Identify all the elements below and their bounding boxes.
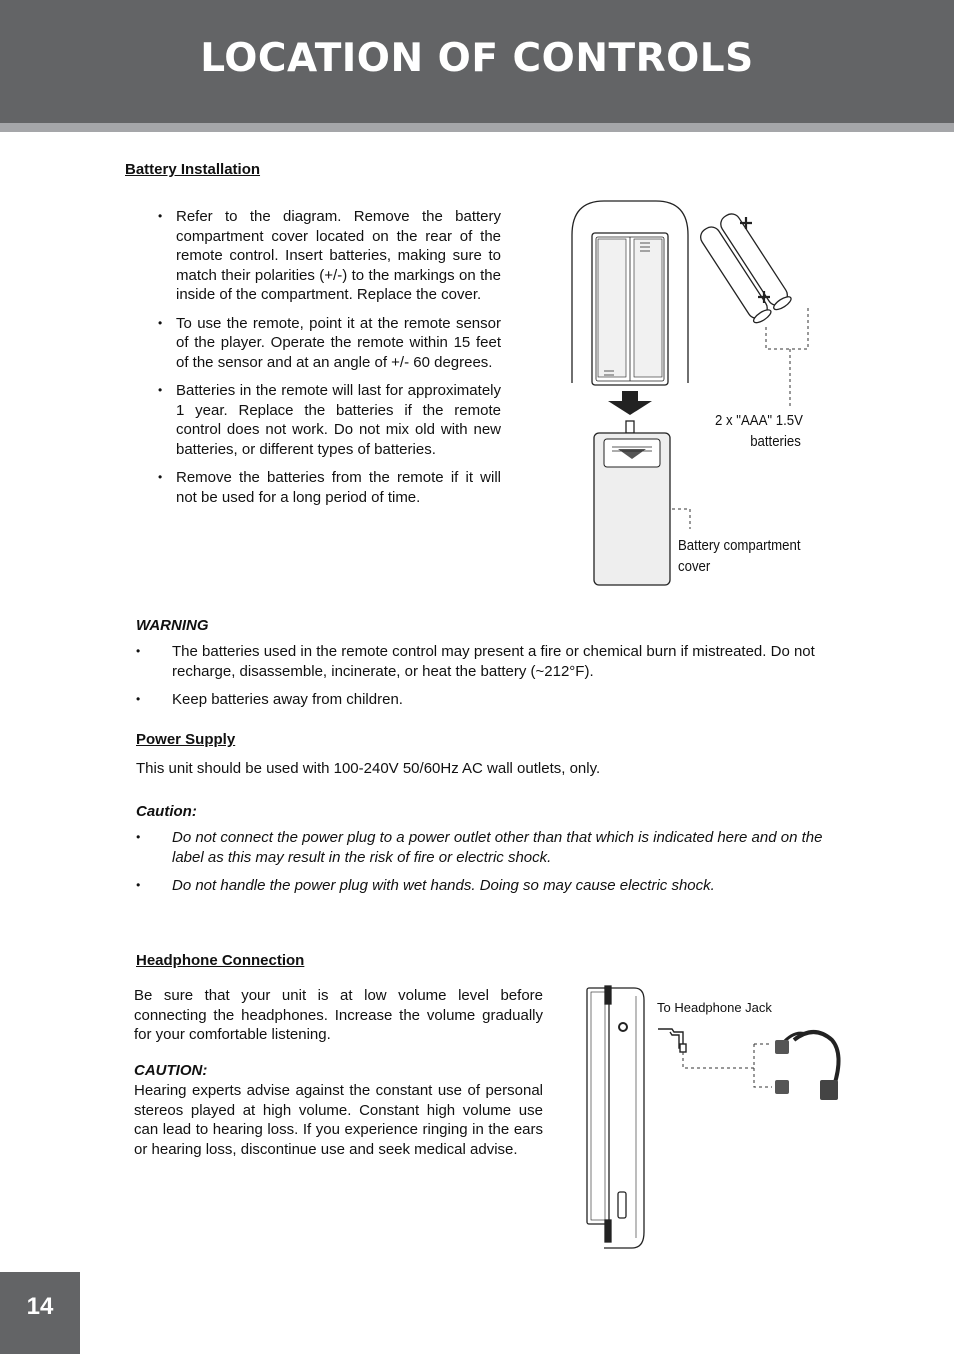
remote-control-rear bbox=[572, 201, 688, 385]
list-item: • Keep batteries away from children. bbox=[136, 690, 846, 710]
battery-installation-heading: Battery Installation bbox=[125, 161, 261, 178]
list-item: • Batteries in the remote will last for approximately 1 year. Replace the batteries if the remote control does not work. Do not mix old with new batteries, or different types of batteries. bbox=[158, 381, 501, 459]
list-item: • Do not handle the power plug with wet hands. Doing so may cause electric shock. bbox=[136, 876, 846, 896]
headphone-plug-icon bbox=[658, 1029, 686, 1052]
headphone-leader-lines bbox=[683, 1044, 772, 1087]
warning-label: WARNING bbox=[136, 617, 209, 634]
page-number: 14 bbox=[26, 1293, 54, 1320]
header-divider bbox=[0, 123, 954, 132]
battery-cover bbox=[594, 421, 670, 585]
list-item: • The batteries used in the remote control may present a fire or chemical burn if mistreated. Do not recharge, disassemble, incinerate, or heat the battery (~212°F). bbox=[136, 642, 846, 681]
page-header bbox=[0, 0, 954, 123]
caution-list bbox=[136, 828, 846, 905]
headphone-caution-label: CAUTION: bbox=[134, 1062, 208, 1079]
warning-list bbox=[136, 642, 846, 719]
batteries-label: 2 x "AAA" 1.5V batteries bbox=[715, 412, 803, 450]
battery-cover-label: Battery compartment cover bbox=[678, 537, 801, 575]
headphone-diagram bbox=[582, 982, 847, 1254]
list-item: • Refer to the diagram. Remove the battery compartment cover located on the rear of the remote control. Insert batteries, making sure to match their polarities (+/-) to the markings on the inside of the compartment. Replace the cover. bbox=[158, 207, 501, 305]
list-item: • Do not connect the power plug to a power outlet other than that which is indicated here and on the label as this may result in the risk of fire or electric shock. bbox=[136, 828, 846, 867]
power-supply-text: This unit should be used with 100-240V 50/60Hz AC wall outlets, only. bbox=[136, 760, 601, 777]
player-side-view bbox=[587, 986, 644, 1248]
list-item: • Remove the batteries from the remote if it will not be used for a long period of time. bbox=[158, 468, 501, 507]
aaa-batteries bbox=[697, 211, 793, 326]
caution-label: Caution: bbox=[136, 803, 197, 820]
power-supply-heading: Power Supply bbox=[136, 731, 236, 748]
headphone-connection-heading: Headphone Connection bbox=[136, 952, 305, 969]
headphone-caution-text: Hearing experts advise against the constant use of personal stereos played at high volume. Constant high volume use can lead to hearing loss. If you experience ringing in the ears or hearing loss, discontinue use and seek medical advise. bbox=[134, 1082, 543, 1158]
arrow-down-icon bbox=[608, 391, 652, 415]
headphones-icon bbox=[775, 1032, 839, 1100]
battery-diagram bbox=[560, 195, 830, 590]
battery-instructions-list bbox=[158, 207, 501, 516]
headphone-jack-label: To Headphone Jack bbox=[657, 1000, 772, 1015]
list-item: • To use the remote, point it at the remote sensor of the player. Operate the remote within 15 feet of the sensor and at an angle of +/- 60 degrees. bbox=[158, 314, 501, 373]
headphone-text: Be sure that your unit is at low volume level before connecting the headphones. Increase the volume gradually for your comfortable listening. bbox=[134, 987, 543, 1043]
page-title: LOCATION OF CONTROLS bbox=[200, 36, 754, 81]
